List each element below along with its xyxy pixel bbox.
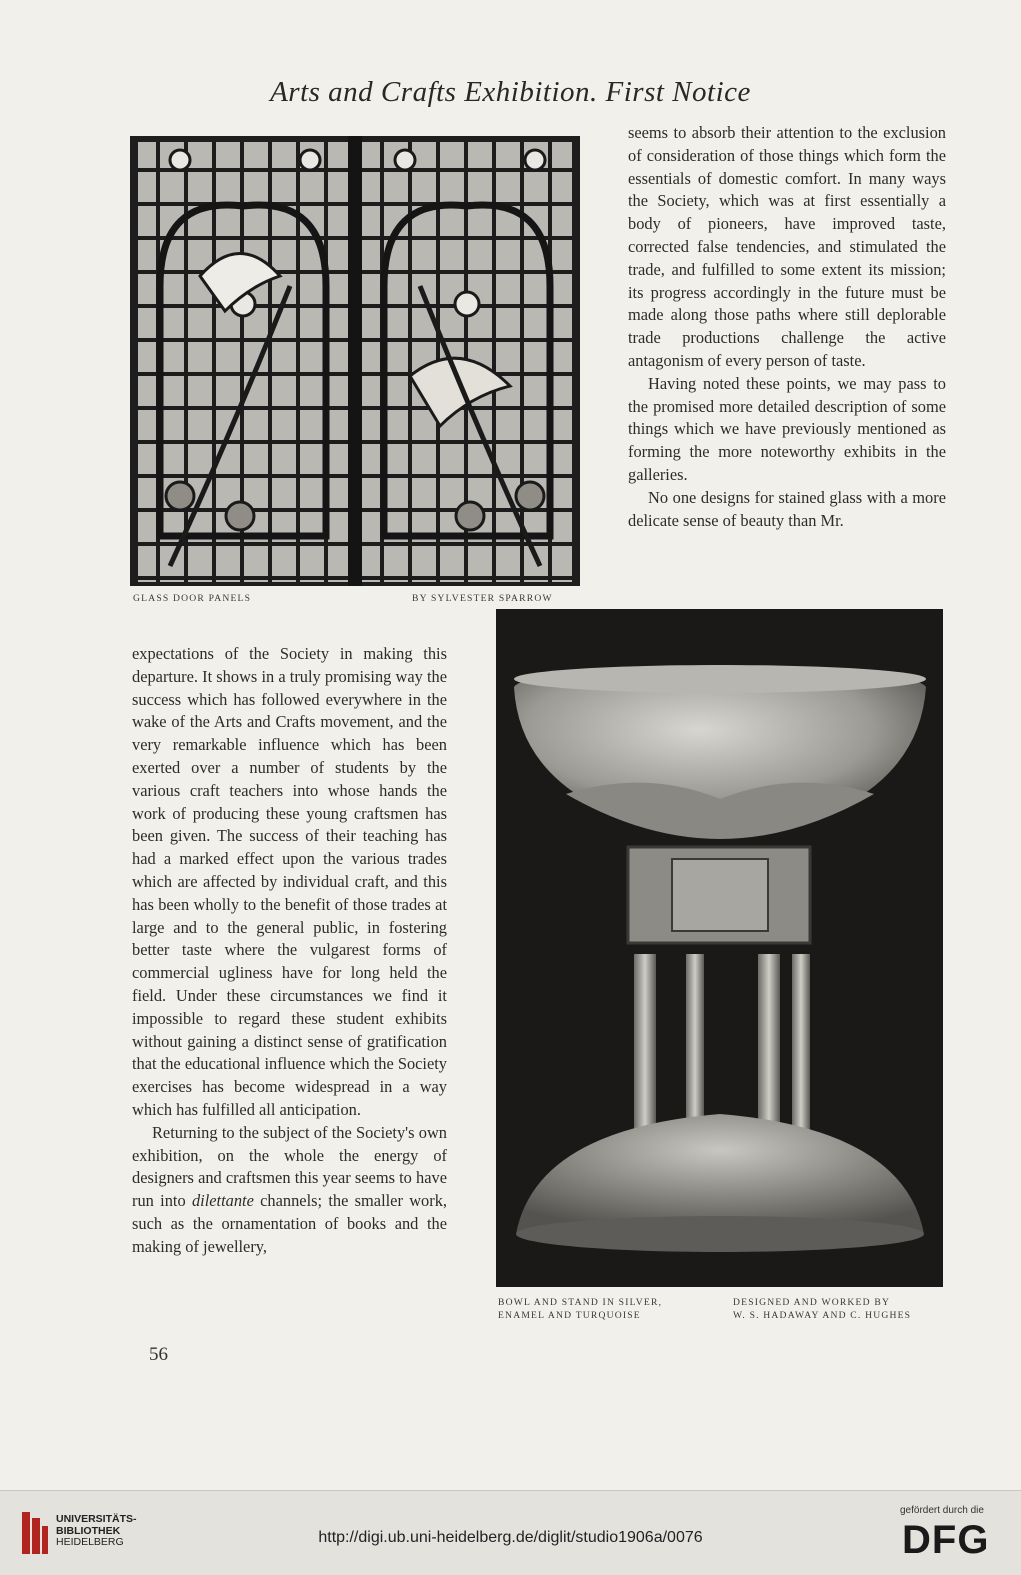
silver-bowl-photo xyxy=(496,609,943,1287)
paragraph: seems to absorb their attention to the exclusion of consideration of those things which form the essentials of domestic comfort. In many ways the Society, which was at first essentially a body of pioneers, have improved taste, corrected false tendencies, and stimulated the trade, and fulfilled to some extent its mission; its progress accordingly in the future must be made along those paths where still deplorable trade productions challenge the active antagonism of every person of taste. xyxy=(628,123,946,370)
bowl-caption-left: BOWL AND STAND IN SILVER, ENAMEL AND TURQUOISE xyxy=(498,1297,663,1321)
paragraph: expectations of the Society in making this departure. It shows in a truly promising way the success which has followed everywhere in the wake of the Arts and Crafts movement, and the very remarkable influence which has been exerted over a number of students by the various craft teachers into whose hands the work of producing these young craftsmen has been given. The success of their teaching has had a marked effect upon the various trades which are affected by individual craft, and this has been wholly to the benefit of those trades at large and to the general public, in fostering better taste where the vulgarest forms of commercial ugliness have for long held the field. Under these circumstances we find it impossible to regard these student exhibits without gaining a distinct sense of gratification that the educational influence which the Society exercises has become widespread in a way which has fulfilled all anticipation. xyxy=(132,644,447,1119)
glass-door-panels-photo xyxy=(130,136,580,586)
paragraph: Returning to the subject of the Society's own exhibition, on the whole the energy of designers and craftsmen this year seems to have run into dilettante channels; the smaller work, such as the ornamentation of books and the making of jewellery, xyxy=(132,1122,448,1256)
paragraph: Having noted these points, we may pass to the promised more detailed description of some things which we have previously mentioned as forming the more noteworthy exhibits in the galleries. xyxy=(628,373,946,484)
glass-caption-right: BY SYLVESTER SPARROW xyxy=(412,593,553,604)
text-column-right-top xyxy=(628,122,946,532)
running-header: Arts and Crafts Exhibition. First Notice xyxy=(270,76,751,108)
library-name: UNIVERSITÄTS- BIBLIOTHEK HEIDELBERG xyxy=(56,1513,137,1548)
stained-glass-illustration xyxy=(130,136,580,586)
text-column-left xyxy=(132,643,447,1259)
dfg-logo: DFG xyxy=(902,1518,990,1562)
source-url[interactable]: http://digi.ub.uni-heidelberg.de/diglit/studio1906a/0076 xyxy=(318,1529,703,1546)
glass-caption-left: GLASS DOOR PANELS xyxy=(133,593,252,604)
bowl-caption-right: DESIGNED AND WORKED BY W. S. HADAWAY AND C. HUGHES xyxy=(733,1297,912,1321)
paragraph: No one designs for stained glass with a more delicate sense of beauty than Mr. xyxy=(628,487,946,530)
funded-by-text: gefördert durch die xyxy=(900,1505,984,1516)
bowl-and-stand-illustration xyxy=(496,609,943,1287)
page-number: 56 xyxy=(149,1344,168,1365)
